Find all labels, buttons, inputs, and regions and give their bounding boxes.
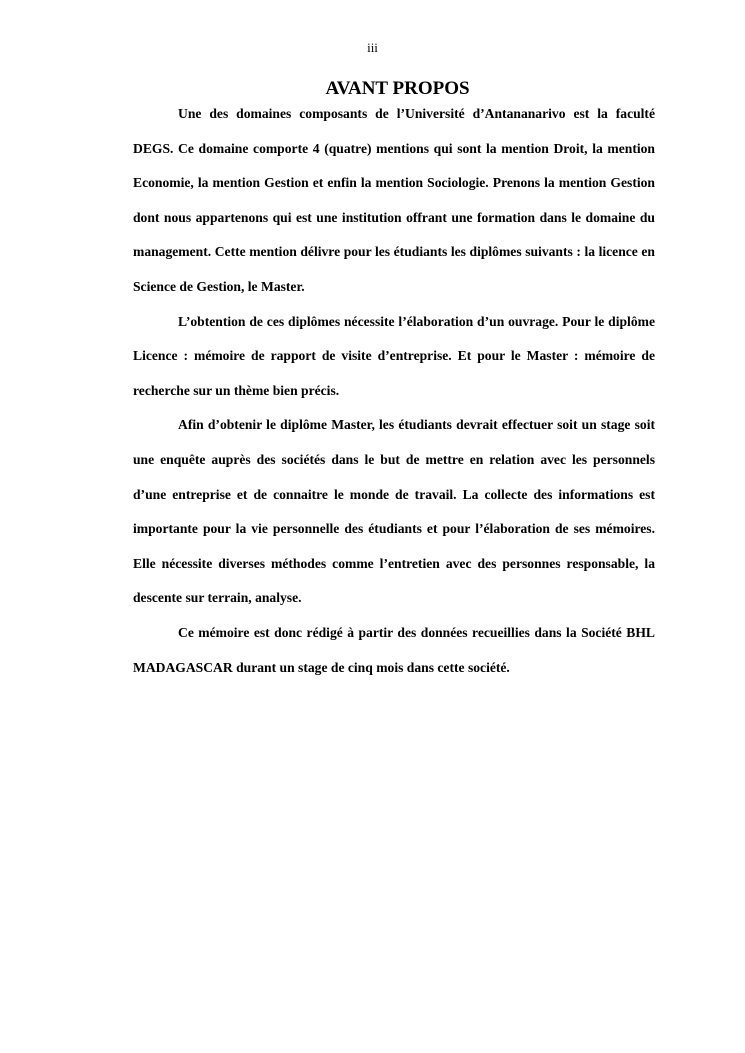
paragraph-conclusion: Ce mémoire est donc rédigé à partir des données recueillies dans la Société BHL MADAGASCAR durant un stage de cinq mois dans cette société. (133, 624, 655, 675)
paragraph-diplomas: L’obtention de ces diplômes nécessite l’élaboration d’un ouvrage. Pour le diplôme Licence : mémoire de rapport de visite d’entreprise. Et pour le Master : mémoire de recherche sur un thème bien précis. (133, 313, 655, 398)
body-text (133, 97, 655, 685)
page-title: AVANT PROPOS (325, 78, 470, 99)
paragraph-internship: Afin d’obtenir le diplôme Master, les étudiants devrait effectuer soit un stage soit une enquête auprès des sociétés dans le but de mettre en relation avec les personnels d’une entreprise et de connaitre le monde de travail. La collecte des informations est importante pour la vie personnelle des étudiants et pour l’élaboration de ses mémoires. Elle nécessite diverses méthodes comme l’entretien avec des personnes responsable, la descente sur terrain, analyse. (133, 417, 655, 606)
paragraph-intro: Une des domaines composants de l’Université d’Antananarivo est la faculté DEGS. Ce domaine comporte 4 (quatre) mentions qui sont la mention Droit, la mention Economie, la mention Gestion et enfin la mention Sociologie. Prenons la mention Gestion dont nous appartenons qui est une institution offrant une formation dans le domaine du management. Cette mention délivre pour les étudiants les diplômes suivants : la licence en Science de Gestion, le Master. (133, 106, 655, 294)
page-number: iii (367, 40, 378, 55)
